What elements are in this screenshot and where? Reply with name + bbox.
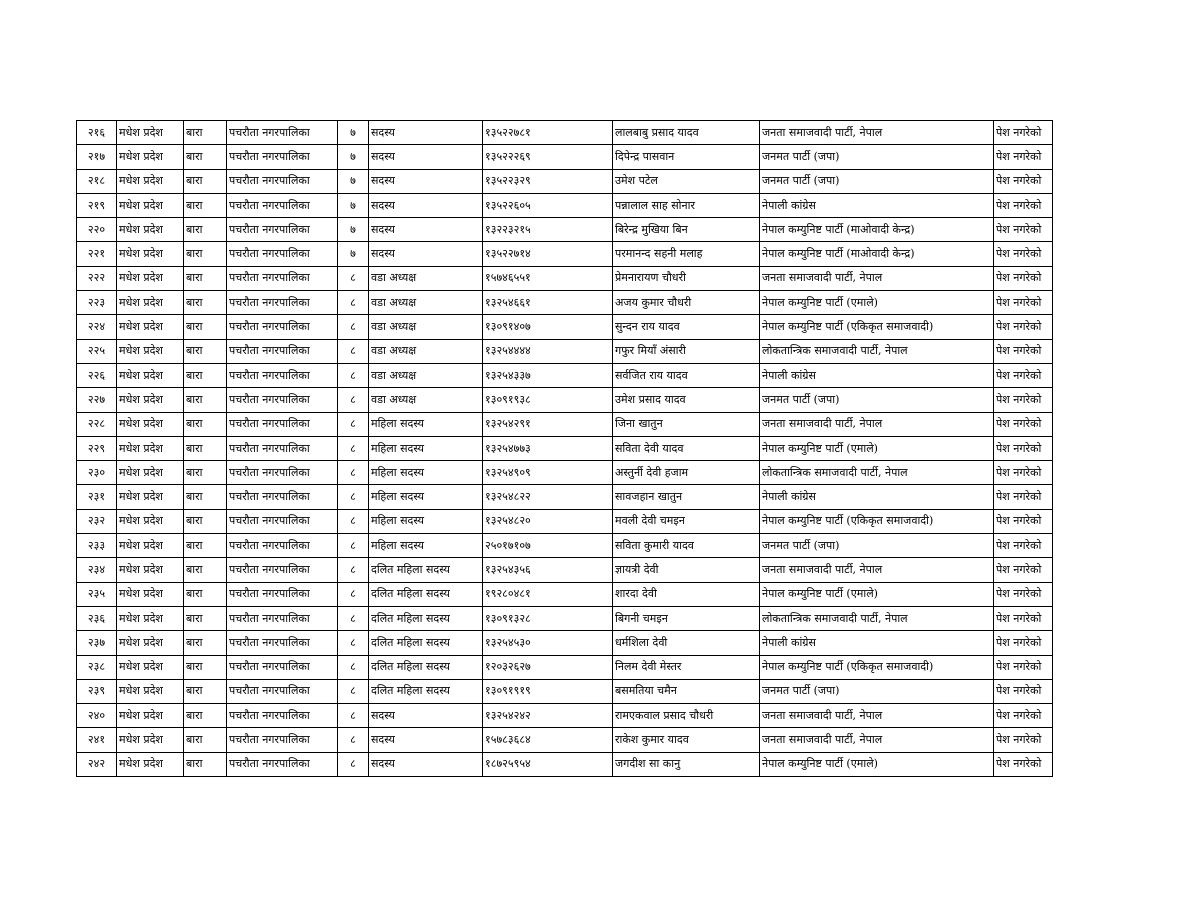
local-body-cell: पचरौता नगरपालिका	[227, 363, 338, 387]
party-cell: जनता समाजवादी पार्टी, नेपाल	[760, 704, 994, 728]
post-cell: दलित महिला सदस्य	[369, 655, 483, 679]
status-cell: पेश नगरेको	[994, 679, 1053, 703]
serial-number-cell: २३५	[77, 582, 117, 606]
post-cell: महिला सदस्य	[369, 534, 483, 558]
party-cell: नेपाल कम्युनिष्ट पार्टी (माओवादी केन्द्र)	[760, 242, 994, 266]
candidate-name-cell: जिना खातुन	[613, 412, 760, 436]
local-body-cell: पचरौता नगरपालिका	[227, 558, 338, 582]
ward-cell: ८	[338, 752, 369, 776]
province-cell: मधेश प्रदेश	[117, 509, 184, 533]
table-row	[77, 121, 1053, 145]
ward-cell: ८	[338, 558, 369, 582]
party-cell: नेपाल कम्युनिष्ट पार्टी (एकिकृत समाजवादी)	[760, 655, 994, 679]
province-cell: मधेश प्रदेश	[117, 193, 184, 217]
local-body-cell: पचरौता नगरपालिका	[227, 606, 338, 630]
local-body-cell: पचरौता नगरपालिका	[227, 679, 338, 703]
ward-cell: ८	[338, 339, 369, 363]
province-cell: मधेश प्रदेश	[117, 266, 184, 290]
local-body-cell: पचरौता नगरपालिका	[227, 436, 338, 460]
post-cell: दलित महिला सदस्य	[369, 582, 483, 606]
local-body-cell: पचरौता नगरपालिका	[227, 218, 338, 242]
post-cell: वडा अध्यक्ष	[369, 388, 483, 412]
candidate-number-cell: १८७२५९५४	[483, 752, 613, 776]
serial-number-cell: २३६	[77, 606, 117, 630]
table-row	[77, 485, 1053, 509]
status-cell: पेश नगरेको	[994, 193, 1053, 217]
status-cell: पेश नगरेको	[994, 534, 1053, 558]
candidate-name-cell: मवली देवी चमइन	[613, 509, 760, 533]
local-body-cell: पचरौता नगरपालिका	[227, 291, 338, 315]
serial-number-cell: २३७	[77, 631, 117, 655]
district-cell: बारा	[184, 582, 227, 606]
post-cell: महिला सदस्य	[369, 461, 483, 485]
status-cell: पेश नगरेको	[994, 752, 1053, 776]
district-cell: बारा	[184, 242, 227, 266]
ward-cell: ८	[338, 266, 369, 290]
candidate-name-cell: बिरेन्द्र मुखिया बिन	[613, 218, 760, 242]
province-cell: मधेश प्रदेश	[117, 169, 184, 193]
candidate-name-cell: राकेश कुमार यादव	[613, 728, 760, 752]
party-cell: जनमत पार्टी (जपा)	[760, 145, 994, 169]
table-row	[77, 436, 1053, 460]
post-cell: सदस्य	[369, 242, 483, 266]
local-body-cell: पचरौता नगरपालिका	[227, 145, 338, 169]
district-cell: बारा	[184, 218, 227, 242]
ward-cell: ८	[338, 534, 369, 558]
local-body-cell: पचरौता नगरपालिका	[227, 534, 338, 558]
candidate-number-cell: १३२५४४४४	[483, 339, 613, 363]
ward-cell: ८	[338, 509, 369, 533]
district-cell: बारा	[184, 558, 227, 582]
table-row	[77, 339, 1053, 363]
candidate-name-cell: पन्नालाल साह सोनार	[613, 193, 760, 217]
candidate-name-cell: प्रेमनारायण चौधरी	[613, 266, 760, 290]
ward-cell: ८	[338, 582, 369, 606]
table-row	[77, 266, 1053, 290]
status-cell: पेश नगरेको	[994, 631, 1053, 655]
serial-number-cell: २१६	[77, 121, 117, 145]
post-cell: वडा अध्यक्ष	[369, 266, 483, 290]
district-cell: बारा	[184, 193, 227, 217]
district-cell: बारा	[184, 728, 227, 752]
table-row	[77, 704, 1053, 728]
local-body-cell: पचरौता नगरपालिका	[227, 121, 338, 145]
district-cell: बारा	[184, 534, 227, 558]
status-cell: पेश नगरेको	[994, 509, 1053, 533]
table-row	[77, 315, 1053, 339]
province-cell: मधेश प्रदेश	[117, 631, 184, 655]
province-cell: मधेश प्रदेश	[117, 339, 184, 363]
post-cell: दलित महिला सदस्य	[369, 679, 483, 703]
post-cell: वडा अध्यक्ष	[369, 339, 483, 363]
status-cell: पेश नगरेको	[994, 412, 1053, 436]
ward-cell: ८	[338, 655, 369, 679]
serial-number-cell: २४०	[77, 704, 117, 728]
district-cell: बारा	[184, 655, 227, 679]
table-row	[77, 218, 1053, 242]
status-cell: पेश नगरेको	[994, 728, 1053, 752]
party-cell: नेपाली कांग्रेस	[760, 485, 994, 509]
candidate-name-cell: परमानन्द सहनी मलाह	[613, 242, 760, 266]
ward-cell: ८	[338, 606, 369, 630]
status-cell: पेश नगरेको	[994, 388, 1053, 412]
status-cell: पेश नगरेको	[994, 606, 1053, 630]
province-cell: मधेश प्रदेश	[117, 606, 184, 630]
candidate-number-cell: १३०९१३२८	[483, 606, 613, 630]
post-cell: सदस्य	[369, 728, 483, 752]
local-body-cell: पचरौता नगरपालिका	[227, 169, 338, 193]
province-cell: मधेश प्रदेश	[117, 412, 184, 436]
post-cell: सदस्य	[369, 704, 483, 728]
serial-number-cell: २२४	[77, 315, 117, 339]
candidate-name-cell: बिगनी चमइन	[613, 606, 760, 630]
candidate-name-cell: शारदा देवी	[613, 582, 760, 606]
party-cell: नेपाली कांग्रेस	[760, 631, 994, 655]
post-cell: सदस्य	[369, 121, 483, 145]
party-cell: नेपाल कम्युनिष्ट पार्टी (एमाले)	[760, 752, 994, 776]
party-cell: नेपाली कांग्रेस	[760, 193, 994, 217]
local-body-cell: पचरौता नगरपालिका	[227, 461, 338, 485]
table-row	[77, 291, 1053, 315]
province-cell: मधेश प्रदेश	[117, 558, 184, 582]
table-row	[77, 728, 1053, 752]
ward-cell: ७	[338, 145, 369, 169]
post-cell: दलित महिला सदस्य	[369, 606, 483, 630]
candidate-number-cell: १३२५४२९१	[483, 412, 613, 436]
party-cell: लोकतान्त्रिक समाजवादी पार्टी, नेपाल	[760, 339, 994, 363]
candidate-number-cell: १३५२२३२९	[483, 169, 613, 193]
local-body-cell: पचरौता नगरपालिका	[227, 752, 338, 776]
table-row	[77, 582, 1053, 606]
serial-number-cell: २२६	[77, 363, 117, 387]
status-cell: पेश नगरेको	[994, 145, 1053, 169]
party-cell: नेपाल कम्युनिष्ट पार्टी (माओवादी केन्द्र)	[760, 218, 994, 242]
ward-cell: ७	[338, 242, 369, 266]
district-cell: बारा	[184, 606, 227, 630]
party-cell: जनमत पार्टी (जपा)	[760, 169, 994, 193]
candidate-name-cell: सुन्दन राय यादव	[613, 315, 760, 339]
ward-cell: ८	[338, 388, 369, 412]
ward-cell: ८	[338, 412, 369, 436]
party-cell: नेपाल कम्युनिष्ट पार्टी (एमाले)	[760, 436, 994, 460]
post-cell: महिला सदस्य	[369, 436, 483, 460]
post-cell: वडा अध्यक्ष	[369, 363, 483, 387]
ward-cell: ८	[338, 631, 369, 655]
serial-number-cell: २२०	[77, 218, 117, 242]
candidate-name-cell: गफुर मियाँ अंसारी	[613, 339, 760, 363]
party-cell: लोकतान्त्रिक समाजवादी पार्टी, नेपाल	[760, 461, 994, 485]
candidate-name-cell: सविता देवी यादव	[613, 436, 760, 460]
district-cell: बारा	[184, 291, 227, 315]
serial-number-cell: २४१	[77, 728, 117, 752]
district-cell: बारा	[184, 121, 227, 145]
serial-number-cell: २२८	[77, 412, 117, 436]
local-body-cell: पचरौता नगरपालिका	[227, 582, 338, 606]
candidate-name-cell: उमेश प्रसाद यादव	[613, 388, 760, 412]
post-cell: सदस्य	[369, 145, 483, 169]
candidate-name-cell: लालबाबु प्रसाद यादव	[613, 121, 760, 145]
ward-cell: ८	[338, 461, 369, 485]
serial-number-cell: २२९	[77, 436, 117, 460]
table-row	[77, 412, 1053, 436]
candidate-name-cell: निलम देवी मेस्तर	[613, 655, 760, 679]
candidate-number-cell: १३५२२७८१	[483, 121, 613, 145]
candidate-number-cell: १३२५४९०९	[483, 461, 613, 485]
status-cell: पेश नगरेको	[994, 218, 1053, 242]
candidate-number-cell: १३२५४३३७	[483, 363, 613, 387]
table-row	[77, 631, 1053, 655]
candidate-number-cell: १३२५४२४२	[483, 704, 613, 728]
district-cell: बारा	[184, 412, 227, 436]
status-cell: पेश नगरेको	[994, 339, 1053, 363]
ward-cell: ८	[338, 291, 369, 315]
party-cell: जनता समाजवादी पार्टी, नेपाल	[760, 558, 994, 582]
ward-cell: ७	[338, 121, 369, 145]
serial-number-cell: २२३	[77, 291, 117, 315]
ward-cell: ८	[338, 436, 369, 460]
candidate-number-cell: १३०९१४०७	[483, 315, 613, 339]
local-body-cell: पचरौता नगरपालिका	[227, 412, 338, 436]
status-cell: पेश नगरेको	[994, 291, 1053, 315]
serial-number-cell: २३०	[77, 461, 117, 485]
district-cell: बारा	[184, 631, 227, 655]
candidate-name-cell: ज्ञायत्री देवी	[613, 558, 760, 582]
party-cell: लोकतान्त्रिक समाजवादी पार्टी, नेपाल	[760, 606, 994, 630]
candidate-name-cell: अजय कुमार चौधरी	[613, 291, 760, 315]
local-body-cell: पचरौता नगरपालिका	[227, 631, 338, 655]
district-cell: बारा	[184, 266, 227, 290]
serial-number-cell: २३४	[77, 558, 117, 582]
post-cell: महिला सदस्य	[369, 485, 483, 509]
candidate-number-cell: १३२५४८२०	[483, 509, 613, 533]
local-body-cell: पचरौता नगरपालिका	[227, 704, 338, 728]
serial-number-cell: २१८	[77, 169, 117, 193]
district-cell: बारा	[184, 169, 227, 193]
ward-cell: ७	[338, 218, 369, 242]
post-cell: सदस्य	[369, 169, 483, 193]
province-cell: मधेश प्रदेश	[117, 436, 184, 460]
serial-number-cell: २२१	[77, 242, 117, 266]
candidate-number-cell: १५७८३६८४	[483, 728, 613, 752]
post-cell: सदस्य	[369, 218, 483, 242]
district-cell: बारा	[184, 363, 227, 387]
local-body-cell: पचरौता नगरपालिका	[227, 242, 338, 266]
candidate-name-cell: अस्तुर्नी देवी हजाम	[613, 461, 760, 485]
serial-number-cell: २३८	[77, 655, 117, 679]
party-cell: जनमत पार्टी (जपा)	[760, 679, 994, 703]
serial-number-cell: २३९	[77, 679, 117, 703]
table-row	[77, 145, 1053, 169]
party-cell: जनता समाजवादी पार्टी, नेपाल	[760, 266, 994, 290]
ward-cell: ८	[338, 728, 369, 752]
table-body	[77, 121, 1053, 777]
local-body-cell: पचरौता नगरपालिका	[227, 266, 338, 290]
party-cell: नेपाल कम्युनिष्ट पार्टी (एमाले)	[760, 291, 994, 315]
local-body-cell: पचरौता नगरपालिका	[227, 485, 338, 509]
serial-number-cell: २३३	[77, 534, 117, 558]
table-row	[77, 461, 1053, 485]
ward-cell: ८	[338, 363, 369, 387]
candidate-number-cell: १३०९१९३८	[483, 388, 613, 412]
ward-cell: ८	[338, 704, 369, 728]
candidate-number-cell: १३२५४३५६	[483, 558, 613, 582]
candidate-number-cell: १३२५४८२२	[483, 485, 613, 509]
local-body-cell: पचरौता नगरपालिका	[227, 315, 338, 339]
candidate-name-cell: सर्वजित राय यादव	[613, 363, 760, 387]
party-cell: नेपाल कम्युनिष्ट पार्टी (एमाले)	[760, 582, 994, 606]
post-cell: दलित महिला सदस्य	[369, 631, 483, 655]
district-cell: बारा	[184, 461, 227, 485]
ward-cell: ८	[338, 679, 369, 703]
status-cell: पेश नगरेको	[994, 242, 1053, 266]
province-cell: मधेश प्रदेश	[117, 461, 184, 485]
status-cell: पेश नगरेको	[994, 558, 1053, 582]
candidate-name-cell: बसमतिया चमैन	[613, 679, 760, 703]
table-row	[77, 679, 1053, 703]
candidate-number-cell: १३५२२६०५	[483, 193, 613, 217]
serial-number-cell: २२७	[77, 388, 117, 412]
serial-number-cell: २२५	[77, 339, 117, 363]
serial-number-cell: २३२	[77, 509, 117, 533]
province-cell: मधेश प्रदेश	[117, 655, 184, 679]
province-cell: मधेश प्रदेश	[117, 291, 184, 315]
serial-number-cell: २१७	[77, 145, 117, 169]
province-cell: मधेश प्रदेश	[117, 218, 184, 242]
table-row	[77, 752, 1053, 776]
district-cell: बारा	[184, 388, 227, 412]
district-cell: बारा	[184, 679, 227, 703]
local-body-cell: पचरौता नगरपालिका	[227, 509, 338, 533]
table-row	[77, 606, 1053, 630]
table-row	[77, 169, 1053, 193]
table-row	[77, 388, 1053, 412]
post-cell: वडा अध्यक्ष	[369, 291, 483, 315]
candidate-number-cell: १३२५४७७३	[483, 436, 613, 460]
party-cell: जनता समाजवादी पार्टी, नेपाल	[760, 121, 994, 145]
status-cell: पेश नगरेको	[994, 169, 1053, 193]
candidate-name-cell: सविता कुमारी यादव	[613, 534, 760, 558]
ward-cell: ७	[338, 193, 369, 217]
candidate-number-cell: १३५२२७१४	[483, 242, 613, 266]
status-cell: पेश नगरेको	[994, 655, 1053, 679]
province-cell: मधेश प्रदेश	[117, 388, 184, 412]
candidate-name-cell: सावजहान खातुन	[613, 485, 760, 509]
status-cell: पेश नगरेको	[994, 266, 1053, 290]
table-row	[77, 558, 1053, 582]
status-cell: पेश नगरेको	[994, 363, 1053, 387]
party-cell: जनता समाजवादी पार्टी, नेपाल	[760, 728, 994, 752]
serial-number-cell: २२२	[77, 266, 117, 290]
post-cell: सदस्य	[369, 193, 483, 217]
candidate-table	[76, 120, 1053, 777]
candidate-name-cell: दिपेन्द्र पासवान	[613, 145, 760, 169]
province-cell: मधेश प्रदेश	[117, 728, 184, 752]
serial-number-cell: २४२	[77, 752, 117, 776]
post-cell: सदस्य	[369, 752, 483, 776]
serial-number-cell: २१९	[77, 193, 117, 217]
post-cell: महिला सदस्य	[369, 412, 483, 436]
status-cell: पेश नगरेको	[994, 315, 1053, 339]
party-cell: नेपाल कम्युनिष्ट पार्टी (एकिकृत समाजवादी)	[760, 315, 994, 339]
status-cell: पेश नगरेको	[994, 436, 1053, 460]
local-body-cell: पचरौता नगरपालिका	[227, 655, 338, 679]
candidate-number-cell: १३०९१९१९	[483, 679, 613, 703]
table-row	[77, 193, 1053, 217]
province-cell: मधेश प्रदेश	[117, 679, 184, 703]
table-row	[77, 534, 1053, 558]
province-cell: मधेश प्रदेश	[117, 242, 184, 266]
party-cell: जनता समाजवादी पार्टी, नेपाल	[760, 412, 994, 436]
post-cell: महिला सदस्य	[369, 509, 483, 533]
province-cell: मधेश प्रदेश	[117, 534, 184, 558]
province-cell: मधेश प्रदेश	[117, 121, 184, 145]
district-cell: बारा	[184, 509, 227, 533]
party-cell: नेपाली कांग्रेस	[760, 363, 994, 387]
status-cell: पेश नगरेको	[994, 704, 1053, 728]
party-cell: जनमत पार्टी (जपा)	[760, 534, 994, 558]
party-cell: जनमत पार्टी (जपा)	[760, 388, 994, 412]
post-cell: वडा अध्यक्ष	[369, 315, 483, 339]
district-cell: बारा	[184, 704, 227, 728]
candidate-number-cell: १२०३२६२७	[483, 655, 613, 679]
candidate-number-cell: १३५२२२६९	[483, 145, 613, 169]
district-cell: बारा	[184, 339, 227, 363]
candidate-number-cell: १५७४६५५१	[483, 266, 613, 290]
district-cell: बारा	[184, 752, 227, 776]
serial-number-cell: २३१	[77, 485, 117, 509]
candidate-number-cell: १३२५४५३०	[483, 631, 613, 655]
status-cell: पेश नगरेको	[994, 582, 1053, 606]
province-cell: मधेश प्रदेश	[117, 582, 184, 606]
candidate-number-cell: १९२८०४८१	[483, 582, 613, 606]
status-cell: पेश नगरेको	[994, 485, 1053, 509]
province-cell: मधेश प्रदेश	[117, 485, 184, 509]
candidate-number-cell: १३२५४६६१	[483, 291, 613, 315]
status-cell: पेश नगरेको	[994, 461, 1053, 485]
local-body-cell: पचरौता नगरपालिका	[227, 388, 338, 412]
district-cell: बारा	[184, 436, 227, 460]
table-row	[77, 363, 1053, 387]
candidate-name-cell: उमेश पटेल	[613, 169, 760, 193]
party-cell: नेपाल कम्युनिष्ट पार्टी (एकिकृत समाजवादी)	[760, 509, 994, 533]
candidate-name-cell: धर्मशिला देवी	[613, 631, 760, 655]
candidate-name-cell: रामएकवाल प्रसाद चौधरी	[613, 704, 760, 728]
district-cell: बारा	[184, 145, 227, 169]
local-body-cell: पचरौता नगरपालिका	[227, 728, 338, 752]
table-row	[77, 242, 1053, 266]
local-body-cell: पचरौता नगरपालिका	[227, 339, 338, 363]
table-row	[77, 655, 1053, 679]
candidate-number-cell: २५०१७१०७	[483, 534, 613, 558]
status-cell: पेश नगरेको	[994, 121, 1053, 145]
candidate-number-cell: १३२२३२१५	[483, 218, 613, 242]
province-cell: मधेश प्रदेश	[117, 145, 184, 169]
candidate-name-cell: जगदीश सा कानु	[613, 752, 760, 776]
post-cell: दलित महिला सदस्य	[369, 558, 483, 582]
table-row	[77, 509, 1053, 533]
ward-cell: ८	[338, 485, 369, 509]
province-cell: मधेश प्रदेश	[117, 315, 184, 339]
district-cell: बारा	[184, 485, 227, 509]
province-cell: मधेश प्रदेश	[117, 704, 184, 728]
district-cell: बारा	[184, 315, 227, 339]
province-cell: मधेश प्रदेश	[117, 752, 184, 776]
local-body-cell: पचरौता नगरपालिका	[227, 193, 338, 217]
ward-cell: ७	[338, 169, 369, 193]
province-cell: मधेश प्रदेश	[117, 363, 184, 387]
ward-cell: ८	[338, 315, 369, 339]
